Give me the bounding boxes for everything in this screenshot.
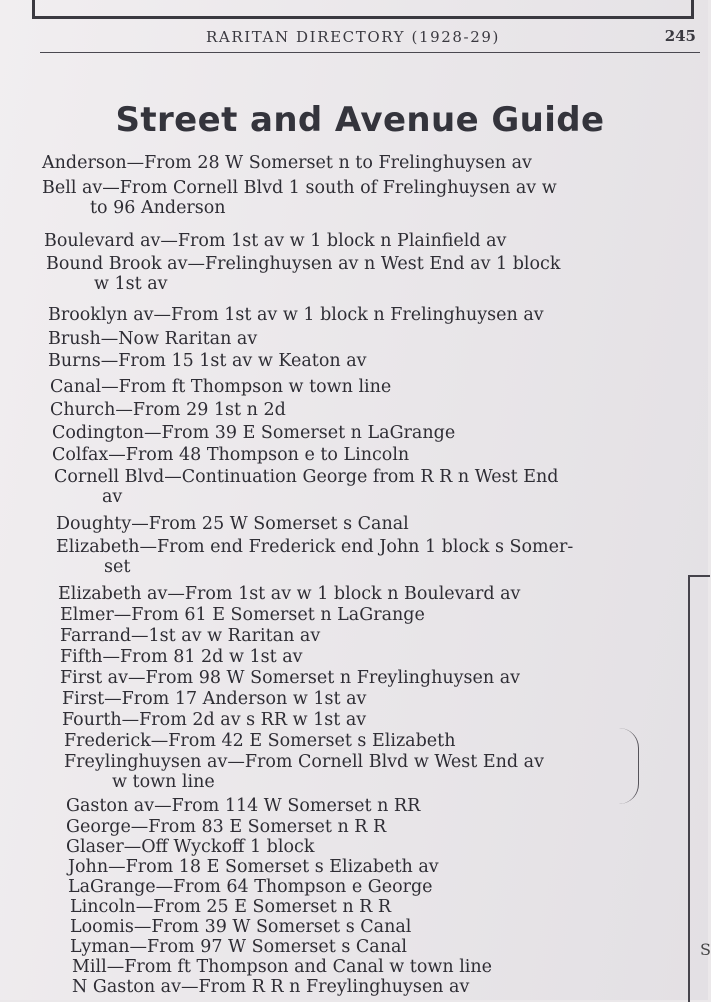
street-entry: Boulevard av—From 1st av w 1 block n Plainfield av <box>44 231 507 251</box>
street-entry: Codington—From 39 E Somerset n LaGrange <box>52 423 456 443</box>
guide-title: Street and Avenue Guide <box>115 100 605 140</box>
street-entry: LaGrange—From 64 Thompson e George <box>68 877 433 897</box>
street-entry: Elizabeth av—From 1st av w 1 block n Boulevard av <box>58 584 521 604</box>
street-entry: Lyman—From 97 W Somerset s Canal <box>70 937 408 957</box>
street-entry: Doughty—From 25 W Somerset s Canal <box>56 514 409 534</box>
adjacent-page-letter: S <box>700 940 711 959</box>
street-entry: Brush—Now Raritan av <box>48 329 258 349</box>
street-entry: First av—From 98 W Somerset n Freylinghuysen av <box>60 668 521 688</box>
street-entry: John—From 18 E Somerset s Elizabeth av <box>68 857 439 877</box>
street-entry: Bound Brook av—Frelinghuysen av n West End av 1 block w 1st av <box>46 254 561 294</box>
street-entry: Glaser—Off Wyckoff 1 block <box>66 837 315 857</box>
street-entry: Fifth—From 81 2d w 1st av <box>60 647 303 667</box>
street-entry: Brooklyn av—From 1st av w 1 block n Frelinghuysen av <box>48 305 544 325</box>
street-entry: Anderson—From 28 W Somerset n to Frelinghuysen av <box>42 153 532 173</box>
street-entry: Elizabeth—From end Frederick end John 1 block s Somer- set <box>56 537 574 577</box>
street-entry: N Gaston av—From R R n Freylinghuysen av <box>72 977 470 997</box>
street-entry: Cornell Blvd—Continuation George from R R n West End av <box>54 467 559 507</box>
street-entry: Fourth—From 2d av s RR w 1st av <box>62 710 367 730</box>
street-entry: Gaston av—From 114 W Somerset n RR <box>66 796 421 816</box>
adjacent-page-border <box>688 575 710 1002</box>
street-entry: Freylinghuysen av—From Cornell Blvd w West End av w town line <box>64 752 544 792</box>
street-entry: Frederick—From 42 E Somerset s Elizabeth <box>64 731 456 751</box>
street-entry: Church—From 29 1st n 2d <box>50 400 286 420</box>
street-entry: Bell av—From Cornell Blvd 1 south of Frelinghuysen av w to 96 Anderson <box>42 178 557 218</box>
running-head: RARITAN DIRECTORY (1928-29) <box>206 28 500 46</box>
street-entry: Loomis—From 39 W Somerset s Canal <box>70 917 412 937</box>
street-entry: Canal—From ft Thompson w town line <box>50 377 392 397</box>
street-entry: Colfax—From 48 Thompson e to Lincoln <box>52 445 410 465</box>
street-entry: Burns—From 15 1st av w Keaton av <box>48 351 367 371</box>
street-entry: Elmer—From 61 E Somerset n LaGrange <box>60 605 425 625</box>
street-entry: First—From 17 Anderson w 1st av <box>62 689 367 709</box>
street-entry: Farrand—1st av w Raritan av <box>60 626 321 646</box>
page-number: 245 <box>664 27 696 45</box>
pen-bracket-mark <box>612 728 639 804</box>
street-entry: George—From 83 E Somerset n R R <box>66 817 387 837</box>
street-entry: Lincoln—From 25 E Somerset n R R <box>70 897 392 917</box>
street-entry: Mill—From ft Thompson and Canal w town line <box>72 957 493 977</box>
